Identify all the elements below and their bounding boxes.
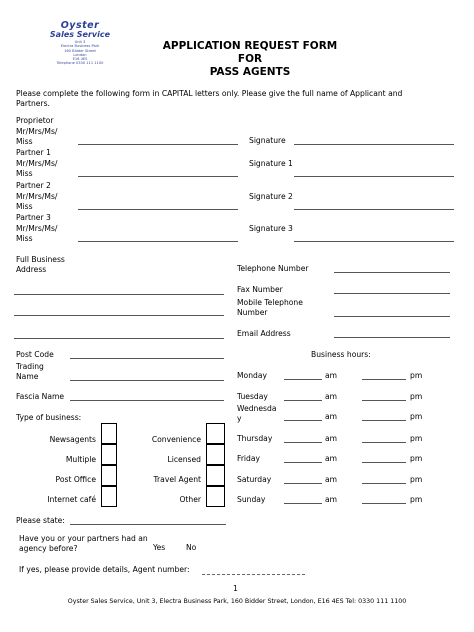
page-number: 1 (233, 584, 238, 593)
post-code-label: Post Code (16, 350, 54, 359)
am-label: am (325, 495, 338, 504)
partner2-title: Mr/Mrs/Ms/ Miss (16, 192, 58, 211)
am-label: am (325, 475, 338, 484)
multiple-checkbox[interactable] (101, 444, 117, 465)
proprietor-label: Proprietor (16, 116, 54, 125)
am-label: am (325, 454, 338, 463)
day-monday: Monday (237, 371, 267, 380)
sunday-am-field[interactable] (284, 503, 322, 504)
pm-label: pm (410, 412, 423, 421)
day-saturday: Saturday (237, 475, 272, 484)
form-title-line3: PASS AGENTS (209, 66, 291, 78)
wednesday-am-field[interactable] (284, 420, 322, 421)
agency-question: Have you or your partners had an agency before? (19, 534, 148, 553)
please-state-field[interactable] (70, 524, 226, 525)
mobile-label: Mobile Telephone Number (237, 298, 303, 317)
logo-address-line: Electra Business Park (60, 44, 100, 49)
logo-name-line1: Oyster (60, 20, 100, 31)
footer-address: Oyster Sales Service, Unit 3, Electra Business Park, 160 Bidder Street, London, E16 4ES Tel: 0330 111 1100 (67, 598, 407, 605)
newsagents-checkbox[interactable] (101, 423, 117, 444)
type-internet-cafe-label: Internet café (47, 495, 96, 504)
proprietor-signature-label: Signature (249, 136, 286, 145)
proprietor-signature-field[interactable] (294, 144, 454, 145)
logo-address-line: 160 Bidder Street (64, 48, 96, 53)
type-travel-agent-label: Travel Agent (153, 475, 201, 484)
partner3-signature-field[interactable] (294, 241, 454, 242)
telephone-field[interactable] (334, 272, 450, 273)
thursday-pm-field[interactable] (362, 442, 406, 443)
fascia-name-field[interactable] (70, 400, 224, 401)
business-hours-title: Business hours: (311, 350, 371, 359)
type-other-label: Other (179, 495, 201, 504)
partner2-signature-field[interactable] (294, 209, 454, 210)
form-title-line2: FOR (237, 53, 263, 65)
day-tuesday: Tuesday (237, 392, 268, 401)
please-state-label: Please state: (16, 516, 65, 525)
intro-text: Please complete the following form in CAPITAL letters only. Please give the full name of Applicant and Partners. (16, 89, 403, 108)
fax-field[interactable] (334, 293, 450, 294)
logo-address-line: Unit 3 (74, 40, 86, 44)
no-option[interactable]: No (186, 543, 197, 552)
proprietor-name-field[interactable] (78, 144, 238, 145)
type-convenience-label: Convenience (151, 435, 201, 444)
pm-label: pm (410, 392, 423, 401)
monday-am-field[interactable] (284, 379, 322, 380)
day-sunday: Sunday (237, 495, 266, 504)
fascia-name-label: Fascia Name (16, 392, 65, 401)
licensed-checkbox[interactable] (206, 444, 225, 465)
proprietor-title: Mr/Mrs/Ms/ Miss (16, 127, 58, 146)
type-licensed-label: Licensed (167, 455, 201, 464)
post-office-checkbox[interactable] (101, 465, 117, 486)
yes-option[interactable]: Yes (153, 543, 166, 552)
mobile-field[interactable] (334, 316, 450, 317)
partner3-label: Partner 3 (16, 213, 51, 222)
thursday-am-field[interactable] (284, 442, 322, 443)
tuesday-pm-field[interactable] (362, 400, 406, 401)
agent-number-field[interactable] (202, 574, 305, 575)
full-address-label: Full Business Address (16, 255, 65, 274)
partner3-signature-label: Signature 3 (249, 224, 293, 233)
partner1-signature-field[interactable] (294, 176, 454, 177)
friday-am-field[interactable] (284, 462, 322, 463)
other-checkbox[interactable] (206, 486, 225, 507)
email-label: Email Address (237, 329, 291, 338)
am-label: am (325, 392, 338, 401)
logo-name-line2: Sales Service (49, 30, 111, 39)
day-thursday: Thursday (237, 434, 273, 443)
saturday-am-field[interactable] (284, 483, 322, 484)
saturday-pm-field[interactable] (362, 483, 406, 484)
post-code-field[interactable] (70, 358, 224, 359)
logo-address-line: London (73, 52, 87, 57)
partner1-title: Mr/Mrs/Ms/ Miss (16, 159, 58, 178)
tuesday-am-field[interactable] (284, 400, 322, 401)
logo-address-line: E16 4ES (72, 57, 88, 62)
am-label: am (325, 371, 338, 380)
telephone-label: Telephone Number (237, 264, 309, 273)
partner1-signature-label: Signature 1 (249, 159, 293, 168)
partner2-label: Partner 2 (16, 181, 51, 190)
form-title-line1: APPLICATION REQUEST FORM (162, 40, 338, 52)
pm-label: pm (410, 495, 423, 504)
email-field[interactable] (334, 337, 450, 338)
partner1-label: Partner 1 (16, 148, 51, 157)
type-newsagents-label: Newsagents (49, 435, 96, 444)
internet-cafe-checkbox[interactable] (101, 486, 117, 507)
trading-name-label: Trading Name (16, 362, 44, 381)
agent-details-label: If yes, please provide details, Agent number: (19, 565, 190, 574)
partner2-name-field[interactable] (78, 209, 238, 210)
pm-label: pm (410, 475, 423, 484)
monday-pm-field[interactable] (362, 379, 406, 380)
fax-label: Fax Number (237, 285, 283, 294)
type-multiple-label: Multiple (65, 455, 96, 464)
am-label: am (325, 434, 338, 443)
partner1-name-field[interactable] (78, 176, 238, 177)
address-field-3[interactable] (14, 338, 224, 339)
am-label: am (325, 412, 338, 421)
pm-label: pm (410, 434, 423, 443)
pm-label: pm (410, 454, 423, 463)
friday-pm-field[interactable] (362, 462, 406, 463)
trading-name-field[interactable] (70, 380, 224, 381)
wednesday-pm-field[interactable] (362, 420, 406, 421)
type-of-business-label: Type of business: (16, 413, 82, 422)
partner3-name-field[interactable] (78, 241, 238, 242)
travel-agent-checkbox[interactable] (206, 465, 225, 486)
address-field-2[interactable] (14, 315, 224, 316)
convenience-checkbox[interactable] (206, 423, 225, 444)
logo-address-line: Telephone 0330 111 1100 (56, 61, 104, 66)
partner3-title: Mr/Mrs/Ms/ Miss (16, 224, 58, 243)
type-post-office-label: Post Office (55, 475, 96, 484)
pm-label: pm (410, 371, 423, 380)
partner2-signature-label: Signature 2 (249, 192, 293, 201)
day-wednesday: Wednesday (237, 404, 277, 423)
sunday-pm-field[interactable] (362, 503, 406, 504)
address-field-1[interactable] (14, 294, 224, 295)
day-friday: Friday (237, 454, 261, 463)
